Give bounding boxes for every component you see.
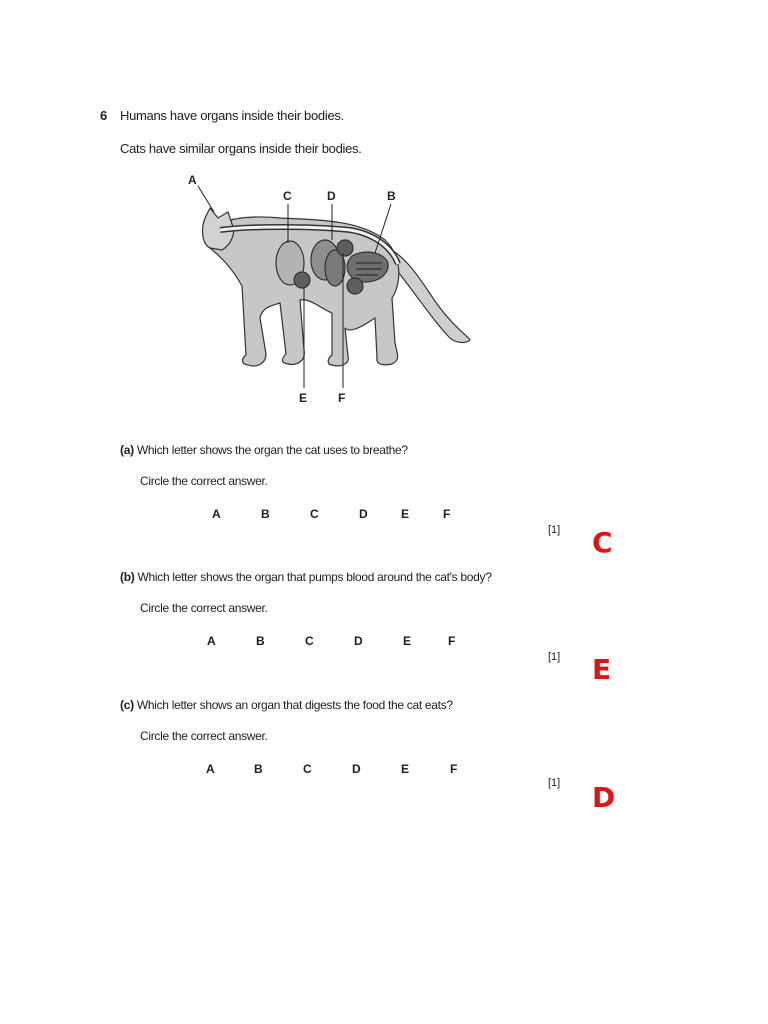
- part-c-marks: [1]: [548, 777, 561, 789]
- part-a-instruction: Circle the correct answer.: [140, 474, 268, 488]
- part-c-answer: D: [592, 781, 616, 814]
- label-D: D: [327, 189, 336, 203]
- part-b-option-d[interactable]: D: [354, 634, 363, 648]
- part-c-option-c[interactable]: C: [303, 762, 312, 776]
- part-a-option-e[interactable]: E: [401, 507, 410, 521]
- part-b-instruction: Circle the correct answer.: [140, 601, 268, 615]
- part-b-answer: E: [592, 653, 612, 686]
- part-a-text: Which letter shows the organ the cat uses to breathe?: [136, 443, 408, 457]
- intro-line-2: Cats have similar organs inside their bodies.: [120, 141, 362, 156]
- part-c-option-f[interactable]: F: [450, 762, 458, 776]
- part-c-text: Which letter shows an organ that digests the food the cat eats?: [136, 698, 453, 712]
- label-C: C: [283, 189, 292, 203]
- label-A: A: [188, 173, 197, 187]
- part-a-option-c[interactable]: C: [310, 507, 319, 521]
- label-B: B: [387, 189, 396, 203]
- part-a-option-a[interactable]: A: [212, 507, 221, 521]
- part-a-option-b[interactable]: B: [261, 507, 270, 521]
- part-a-label: (a): [120, 443, 134, 457]
- part-a-marks: [1]: [548, 524, 561, 536]
- part-b-label: (b): [120, 570, 135, 584]
- part-b-option-b[interactable]: B: [256, 634, 265, 648]
- label-F: F: [338, 391, 346, 405]
- part-b-option-a[interactable]: A: [207, 634, 216, 648]
- part-b-question: [120, 570, 492, 584]
- part-b-text: Which letter shows the organ that pumps blood around the cat's body?: [137, 570, 492, 584]
- part-b-marks: [1]: [548, 651, 561, 663]
- part-a-question: [120, 443, 408, 457]
- question-number: 6: [100, 108, 108, 123]
- part-c-question: [120, 698, 453, 712]
- part-a-answer: C: [592, 526, 613, 559]
- part-c-option-a[interactable]: A: [206, 762, 215, 776]
- part-c-label: (c): [120, 698, 134, 712]
- part-c-option-b[interactable]: B: [254, 762, 263, 776]
- cat-organ-diagram: [170, 168, 490, 413]
- part-c-option-d[interactable]: D: [352, 762, 361, 776]
- part-b-option-f[interactable]: F: [448, 634, 456, 648]
- label-E: E: [299, 391, 308, 405]
- intro-line-1: Humans have organs inside their bodies.: [120, 108, 344, 123]
- part-b-option-e[interactable]: E: [403, 634, 412, 648]
- part-c-option-e[interactable]: E: [401, 762, 410, 776]
- part-a-option-d[interactable]: D: [359, 507, 368, 521]
- part-b-option-c[interactable]: C: [305, 634, 314, 648]
- part-c-instruction: Circle the correct answer.: [140, 729, 268, 743]
- part-a-option-f[interactable]: F: [443, 507, 451, 521]
